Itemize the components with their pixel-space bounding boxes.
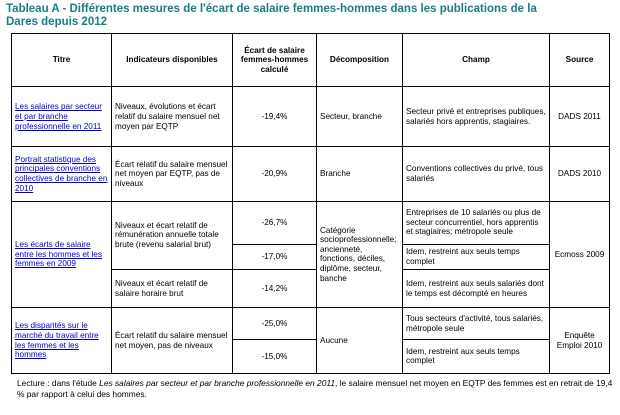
titre-cell xyxy=(12,308,112,374)
publication-link[interactable]: Portrait statistique des principales conventions collectives de branche en 2010 xyxy=(15,154,108,193)
table-heading xyxy=(6,3,614,29)
reading-note xyxy=(17,378,613,400)
decomposition-cell: Branche xyxy=(317,147,403,201)
source-cell: Enquête Emploi 2010 xyxy=(550,308,610,374)
heading-tag: Tableau A xyxy=(6,3,60,15)
titre-cell xyxy=(12,147,112,201)
source-cell: DADS 2010 xyxy=(550,147,610,201)
heading-line-1 xyxy=(6,3,614,16)
table-row xyxy=(12,308,610,340)
ecart-cell: -26,7% xyxy=(233,201,317,244)
decomposition-cell: Secteur, branche xyxy=(317,87,403,147)
ecart-cell: -25,0% xyxy=(233,308,317,340)
titre-cell xyxy=(12,201,112,308)
ecart-cell: -20,9% xyxy=(233,147,317,201)
indicateur-cell: Niveaux et écart relatif de salaire horaire brut xyxy=(112,269,233,308)
publication-link[interactable]: Les disparités sur le marché du travail entre les femmes et les hommes xyxy=(15,321,99,360)
champ-cell: Conventions collectives du privé, tous salariés xyxy=(403,147,550,201)
source-cell: Ecmoss 2009 xyxy=(550,201,610,308)
indicateur-cell: Niveaux, évolutions et écart relatif du salaire mensuel net moyen par EQTP xyxy=(112,87,233,147)
champ-cell: Idem, restreint aux seuls temps complet xyxy=(403,244,550,269)
publications-table xyxy=(11,33,610,374)
reading-note-study-title: Les salaires par secteur et par branche professionnelle en 2011 xyxy=(99,378,336,388)
header-titre: Titre xyxy=(12,34,112,87)
champ-cell: Entreprises de 10 salariés ou plus de secteur concurrentiel, hors apprentis et stagiaires; métropole seule xyxy=(403,201,550,244)
header-source: Source xyxy=(550,34,610,87)
header-row xyxy=(12,34,610,87)
decomposition-cell: Aucune xyxy=(317,308,403,374)
header-indicateurs: Indicateurs disponibles xyxy=(112,34,233,87)
source-cell: DADS 2011 xyxy=(550,87,610,147)
indicateur-cell: Niveaux et écart relatif de rémunération annuelle totale brute (revenu salarial brut) xyxy=(112,201,233,269)
decomposition-cell: Catégorie socioprofessionnelle; ancienneté, fonctions, déciles, diplôme, secteur, banche xyxy=(317,201,403,308)
reading-note-intro: Lecture : dans l'étude xyxy=(17,378,100,388)
champ-cell: Secteur privé et entreprises publiques, salariés hors apprentis, stagiaires. xyxy=(403,87,550,147)
reading-note-text: , le salaire mensuel net moyen en EQTP des femmes est en retrait de 19,4 % par rapport à celui des hommes. xyxy=(17,378,613,399)
champ-cell: Tous secteurs d'activité, tous salariés, métropole seule xyxy=(403,308,550,340)
publication-link[interactable]: Les salaires par secteur et par branche professionnelle en 2011 xyxy=(15,102,102,131)
ecart-cell: -14,2% xyxy=(233,269,317,308)
publication-link[interactable]: Les écarts de salaire entre les hommes et les femmes en 2009 xyxy=(15,240,102,269)
champ-cell: Idem, restreint aux seuls salariés dont le temps est décompté en heures xyxy=(403,269,550,308)
table-row xyxy=(12,147,610,201)
ecart-cell: -15,0% xyxy=(233,339,317,373)
indicateur-cell: Écart relatif du salaire mensuel net moyen, pas de niveaux xyxy=(112,308,233,374)
champ-cell: Idem, restreint aux seuls temps complet xyxy=(403,339,550,373)
ecart-cell: -17,0% xyxy=(233,244,317,269)
table-row xyxy=(12,201,610,244)
titre-cell xyxy=(12,87,112,147)
header-champ: Champ xyxy=(403,34,550,87)
header-ecart: Écart de salaire femmes-hommes calculé xyxy=(233,34,317,87)
table-row xyxy=(12,87,610,147)
indicateur-cell: Écart relatif du salaire mensuel net moyen par EQTP, pas de niveaux xyxy=(112,147,233,201)
heading-line-2: Dares depuis 2012 xyxy=(6,16,108,28)
header-decomposition: Décomposition xyxy=(317,34,403,87)
ecart-cell: -19,4% xyxy=(233,87,317,147)
heading-text: - Différentes mesures de l'écart de salaire femmes-hommes dans les publications de la xyxy=(59,3,537,15)
